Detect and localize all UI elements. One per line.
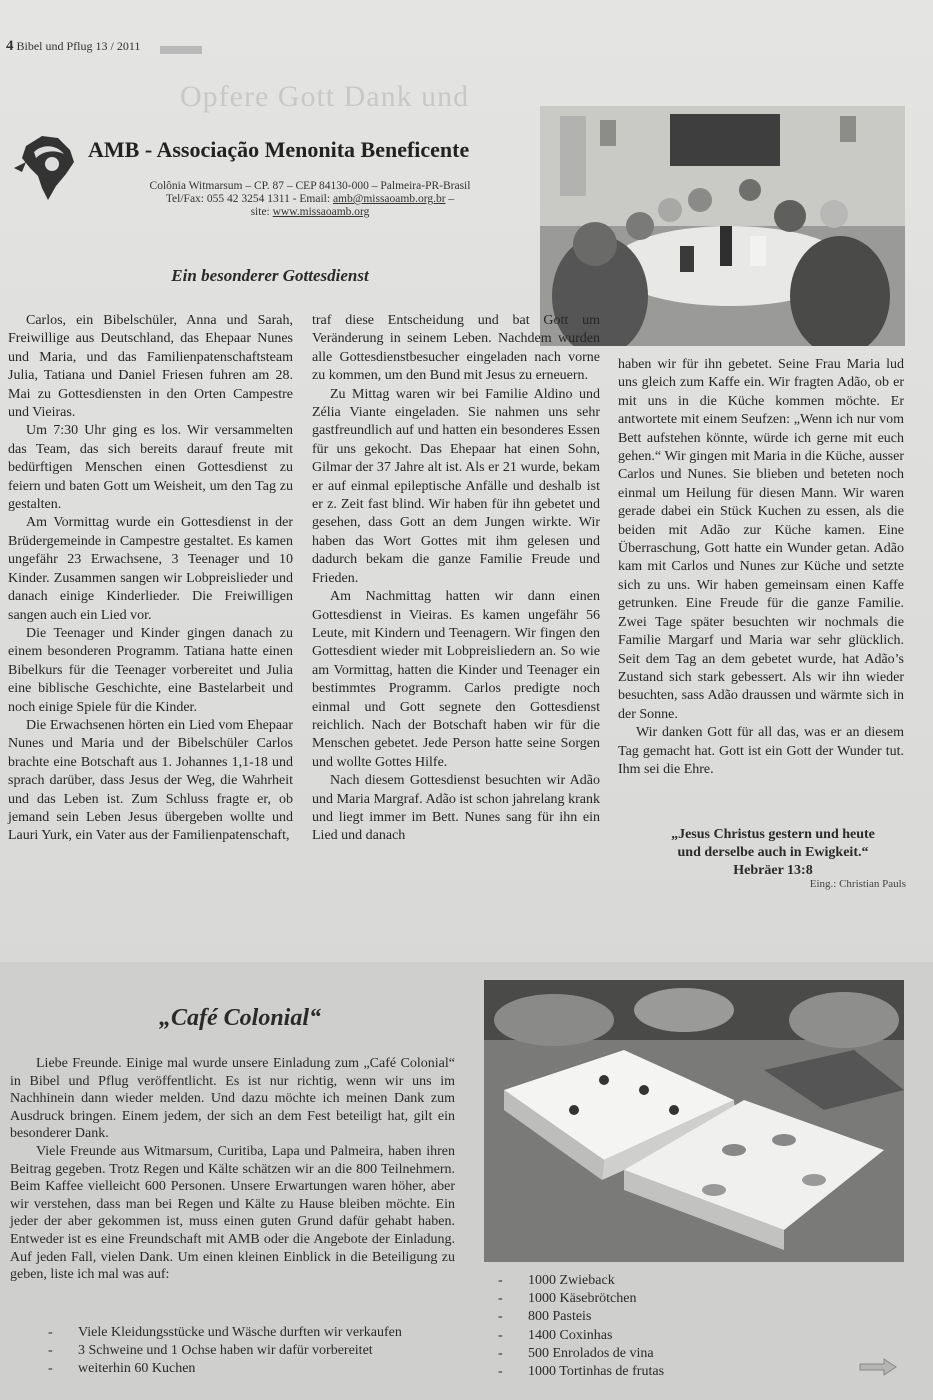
page-number: 4 <box>6 38 14 54</box>
cakes-photo <box>484 980 904 1262</box>
header-bar <box>160 46 202 54</box>
article-paragraph: haben wir für ihn gebetet. Seine Frau Maria lud uns gleich zum Kaffe ein. Wir fragten Adão, ob er mit uns in die Küche kommen möchte. Er antwortete mit einem Seufzen: „Wenn ich nur vom Bett aufstehen könnte, würde ich gerne mit euch gehen.“ Wir gingen mit Maria in die Küche, ausser Carlos und Nunes. Sie blieben und beteten noch einmal um Heilung für diesen Mann. Wir waren gerade dabei ein Stück Kuchen zu essen, als die beiden mit Adão zur Küche kamen. Eine Überraschung, Gott hatte ein Wunder getan. Adão kam mit Carlos und Nunes zur Küche und setzte sich zu uns. Wir haben gemeinsam einen Kaffe getrunken. Eine Freude für die ganze Familie. Zwei Tage später besuchten wir nochmals die Familie Margarf und Maria war sehr glücklich. Seit dem Tag an dem gebetet wurde, hat Adão’s Zustand sich stark gebessert. Als wir ihn wieder besuchten, sass Adão draussen und wärmte sich in der Sonne. <box>618 357 904 722</box>
org-site-link[interactable]: www.missaoamb.org <box>272 206 370 218</box>
list-item: - Viele Kleidungsstücke und Wäsche durften wir verkaufen <box>48 1324 468 1342</box>
magazine-title: Bibel und Pflug 13 / 2011 <box>16 39 141 53</box>
author-credit: Eing.: Christian Pauls <box>809 878 906 890</box>
article-title: Ein besonderer Gottesdienst <box>171 266 369 285</box>
article-paragraph: Die Teenager und Kinder gingen danach zu einem besonderen Programm. Tatiana hatte einen Bibelkurs für die Teenager vorbereitet und Julia eine biblische Geschichte, eine Bastelarbeit und noch einige Spiele für die Kinder. <box>8 625 293 715</box>
page-header <box>6 38 140 55</box>
article-column-3 <box>618 356 904 779</box>
article-column-1 <box>8 312 293 846</box>
quote-reference: Hebräer 13:8 <box>733 863 813 878</box>
article-paragraph: Zu Mittag waren wir bei Familie Aldino und Zélia Viante eingeladen. Sie nahmen uns sehr gastfreundlich auf und hatten ein besonderes Essen für uns gekocht. Das Ehepaar hat einen Sohn, Gilmar der 37 Jahre alt ist. Als er 21 wurde, bekam er auf einmal epileptische Anfälle und deshalb ist er z. Zeit fast blind. Wir haben für ihn gebetet und gesehen, dass Gott an dem Jungen wirkte. Wir haben das Wort Gottes mit ihm gelesen und dadurch bekam die ganze Familie Freude und Frieden. <box>312 386 600 586</box>
org-site-label: site: <box>250 206 273 218</box>
article-paragraph: Die Erwachsenen hörten ein Lied vom Ehepaar Nunes und Maria und der Bibelschüler Carlos brachte eine Botschaft aus 1. Johannes 1,1-18 und sprach darüber, dass Jesus der Weg, die Wahrheit und das Leben ist. Zum Schluss fragte er, ob jemand sein Leben Jesus übergeben wollte und Lauri Yurk, ein Vater aus der Familienpatenschaft, <box>8 717 293 844</box>
article-column-2 <box>312 312 600 846</box>
list-item: - 1000 Käsebrötchen <box>498 1290 798 1308</box>
article-paragraph: Am Vormittag wurde ein Gottesdienst in der Brüdergemeinde in Campestre gestaltet. Es kamen ungefähr 23 Erwachsene, 3 Teenager und 10 Kinder. Zusammen sangen wir Lobpreislieder und danach einige Kinderlieder. Die Freiwilligen sangen auch ein Lied vor. <box>8 515 293 623</box>
cafe-text <box>10 1055 455 1284</box>
group-meal-photo <box>540 106 905 346</box>
org-contact <box>110 193 510 206</box>
org-address: Colônia Witmarsum – CP. 87 – CEP 84130-000 – Palmeira-PR-Brasil <box>149 180 471 192</box>
org-title: AMB - Associação Menonita Beneficente <box>88 137 470 162</box>
cafe-paragraph: Viele Freunde aus Witmarsum, Curitiba, Lapa und Palmeira, haben ihren Beitrag gegeben. Trotz Regen und Kälte schätzen wir an die 800 Teilnehmern. Beim Kaffee vielleicht 600 Personen. Unsere Erwartungen waren höher, aber wir verstehen, dass man bei Regen und Kälte zu Hause bleiben möchte. Ein jeder der aber gekommen ist, muss einen guten Grund dafür gehabt haben. Entweder ist es eine Freundschaft mit AMB oder die Angebote der Einladung. Auf jeden Fall, vielen Dank. Um einen kleinen Einblick in die Beteiligung zu geben, liste ich mal was auf: <box>10 1143 455 1283</box>
list-item: - 1000 Tortinhas de frutas <box>498 1363 798 1381</box>
sales-list <box>48 1324 468 1379</box>
list-item: - 500 Enrolados de vina <box>498 1345 798 1363</box>
list-item: - 800 Pasteis <box>498 1308 798 1326</box>
article-paragraph: Carlos, ein Bibelschüler, Anna und Sarah, Freiwillige aus Deutschland, das Ehepaar Nunes und Maria, und das Familienpatenschaftsteam Julia, Tatiana und Daniel Friesen fuhren am 28. Mai zu Gottesdiensten in den Orten Campestre und Vieiras. <box>8 313 293 421</box>
amb-logo <box>12 128 84 204</box>
article-paragraph: Am Nachmittag hatten wir dann einen Gottesdienst in Vieiras. Es kamen ungefähr 56 Leute, mit Kindern und Teenagern. Wir fingen den Gottesdient wieder mit Lobpreisliedern an. So wie am Vormittag, hatten die Kinder und Teenager ein bestimmtes Programm. Carlos predigte noch einmal und Gott segnete den Gottesdienst reichlich. Nach der Botschaft haben wir für die Menschen gebetet. Jede Person hatte seine Sorgen und wollte Gottes Hilfe. <box>312 589 600 770</box>
article-paragraph: Nach diesem Gottesdienst besuchten wir Adão und Maria Margraf. Adão ist schon jahrelang krank und liegt immer im Bett. Nunes sang für ihn ein Lied und danach <box>312 773 600 844</box>
cafe-title: „Café Colonial“ <box>158 1005 321 1031</box>
list-item: - 3 Schweine und 1 Ochse haben wir dafür vorbereitet <box>48 1342 468 1360</box>
list-item: - 1000 Zwieback <box>498 1272 798 1290</box>
org-site-line <box>110 206 510 219</box>
article-paragraph: traf diese Entscheidung und bat Gott um Veränderung in seinem Leben. Nachdem wurden alle Gottesdienstbesucher eingeladen nach vorne zu kommen, um den Bund mit Jesus zu erneuern. <box>312 313 600 384</box>
cafe-paragraph: Liebe Freunde. Einige mal wurde unsere Einladung zum „Café Colonial“ in Bibel und Pflug veröffentlicht. Es ist nur richtig, wenn wir uns im Nachhinein dann wieder melden. Und dazu möchte ich meinen Dank zum Ausdruck bringen. Einem jedem, der sich an dem Fest beteiligt hat, gilt ein besonderer Dank. <box>10 1056 455 1142</box>
org-phone: Tel/Fax: 055 42 3254 1311 - Email: <box>165 193 333 205</box>
org-email-link[interactable]: amb@missaoamb.org.br <box>332 193 446 205</box>
continue-arrow-icon <box>858 1358 898 1376</box>
quote-line: „Jesus Christus gestern und heute <box>671 827 875 842</box>
list-item: - weiterhin 60 Kuchen <box>48 1360 468 1378</box>
background-heading: Opfere Gott Dank und <box>180 80 470 113</box>
list-item: - 1400 Coxinhas <box>498 1327 798 1345</box>
bible-quote <box>640 826 906 880</box>
org-email-suffix: – <box>445 193 455 205</box>
org-address-block <box>110 180 510 219</box>
quote-line: und derselbe auch in Ewigkeit.“ <box>677 845 869 860</box>
article-paragraph: Um 7:30 Uhr ging es los. Wir versammelten das Team, das sich bereits darauf freute mit bedürftigen Menschen einen Gottesdienst zu feiern und baten Gott um Weisheit, um den Tag zu gestalten. <box>8 423 293 513</box>
food-list <box>498 1272 798 1381</box>
article-paragraph: Wir danken Gott für all das, was er an diesem Tag gemacht hat. Gott ist ein Gott der Wunder tut. Ihm sei die Ehre. <box>618 725 904 777</box>
